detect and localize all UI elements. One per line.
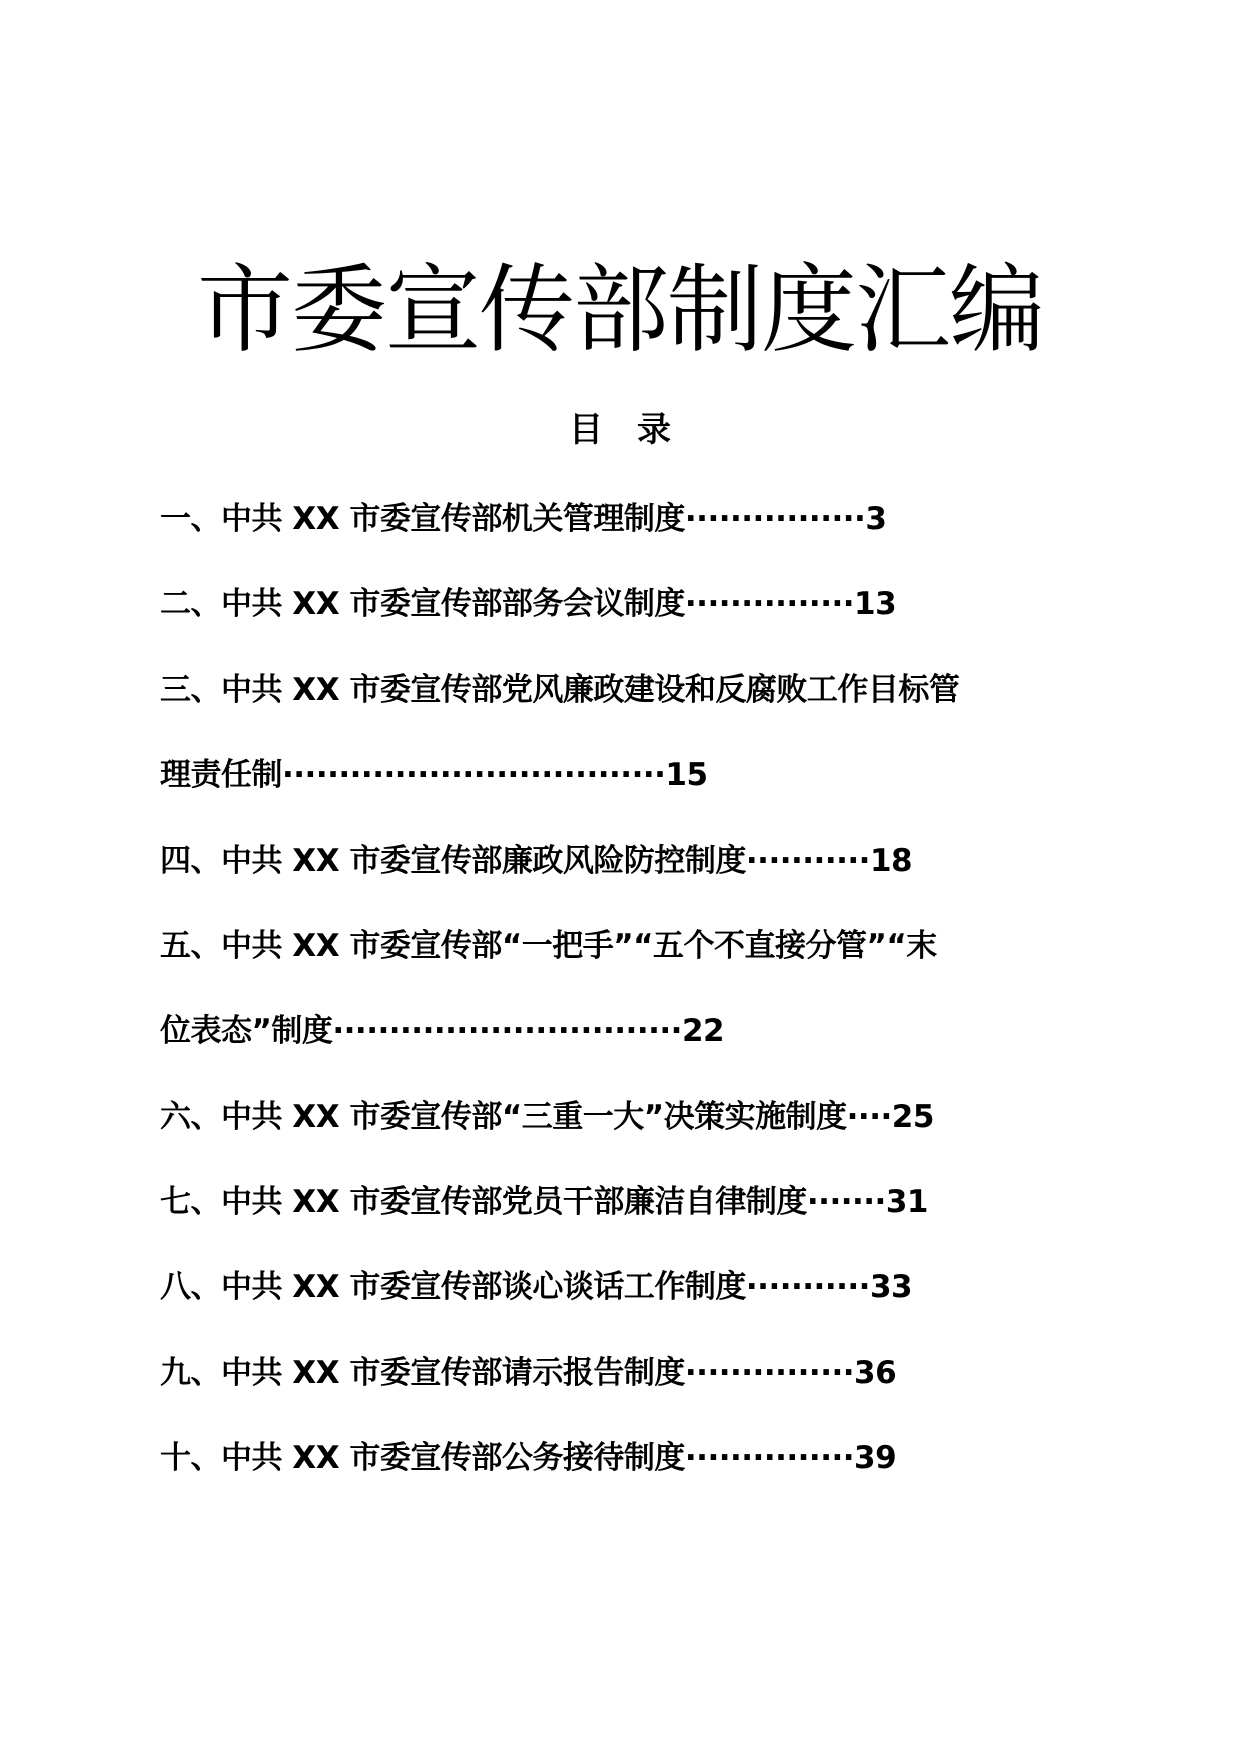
toc-page-number: 25 (891, 1099, 934, 1135)
toc-entry-text: 一、中共 XX 市委宣传部机关管理制度 (160, 501, 685, 537)
toc-heading-char-1: 目 (569, 410, 603, 450)
document-title: 市委宣传部制度汇编 (197, 254, 1043, 366)
toc-entry-text: 四、中共 XX 市委宣传部廉政风险防控制度 (160, 843, 746, 879)
toc-page-number: 22 (681, 1013, 725, 1049)
toc-entry-10[interactable] (160, 1436, 896, 1480)
toc-entry-3-line-1[interactable] (160, 668, 959, 712)
toc-entry-8[interactable] (160, 1265, 912, 1309)
toc-leader-dots: ················ (684, 501, 866, 537)
toc-entry-text: 三、中共 XX 市委宣传部党风廉政建设和反腐败工作目标管 (160, 672, 960, 708)
toc-entry-text: 理责任制 (160, 757, 282, 793)
toc-page-number: 33 (869, 1269, 913, 1305)
toc-entry-3-line-2[interactable] (160, 753, 708, 797)
toc-entry-4[interactable] (160, 839, 912, 883)
toc-entry-text: 位表态”制度 (160, 1013, 333, 1049)
toc-entry-5-line-1[interactable] (160, 924, 937, 968)
toc-page-number: 15 (665, 757, 708, 793)
toc-heading-char-2: 录 (637, 410, 671, 450)
toc-page-number: 18 (869, 843, 913, 879)
toc-leader-dots: ···· (846, 1099, 892, 1135)
toc-leader-dots: ··············· (684, 586, 855, 622)
toc-leader-dots: ··············· (684, 1440, 855, 1476)
toc-leader-dots: ······························· (332, 1013, 682, 1049)
toc-page-number: 39 (854, 1440, 897, 1476)
toc-entry-text: 九、中共 XX 市委宣传部请示报告制度 (160, 1355, 685, 1391)
toc-leader-dots: ······· (806, 1184, 886, 1220)
toc-page-number: 36 (854, 1355, 897, 1391)
toc-entry-2[interactable] (160, 582, 896, 626)
toc-page-number: 13 (854, 586, 897, 622)
toc-entry-text: 五、中共 XX 市委宣传部“一把手”“五个不直接分管”“末 (160, 928, 937, 964)
toc-entry-7[interactable] (160, 1180, 928, 1224)
toc-entry-6[interactable] (160, 1095, 934, 1139)
toc-entry-text: 七、中共 XX 市委宣传部党员干部廉洁自律制度 (160, 1184, 807, 1220)
toc-entry-text: 六、中共 XX 市委宣传部“三重一大”决策实施制度 (160, 1099, 847, 1135)
toc-entry-9[interactable] (160, 1351, 896, 1395)
toc-entry-5-line-2[interactable] (160, 1009, 724, 1053)
toc-entry-text: 十、中共 XX 市委宣传部公务接待制度 (160, 1440, 685, 1476)
toc-heading (0, 408, 1240, 452)
toc-entry-text: 八、中共 XX 市委宣传部谈心谈话工作制度 (160, 1269, 746, 1305)
toc-leader-dots: ··············· (684, 1355, 855, 1391)
toc-page-number: 31 (885, 1184, 928, 1220)
toc-leader-dots: ·································· (282, 757, 666, 793)
toc-entry-text: 二、中共 XX 市委宣传部部务会议制度 (160, 586, 685, 622)
toc-leader-dots: ··········· (745, 843, 870, 879)
toc-page-number: 3 (865, 501, 887, 537)
toc-leader-dots: ··········· (745, 1269, 870, 1305)
toc-entry-1[interactable] (160, 497, 886, 541)
